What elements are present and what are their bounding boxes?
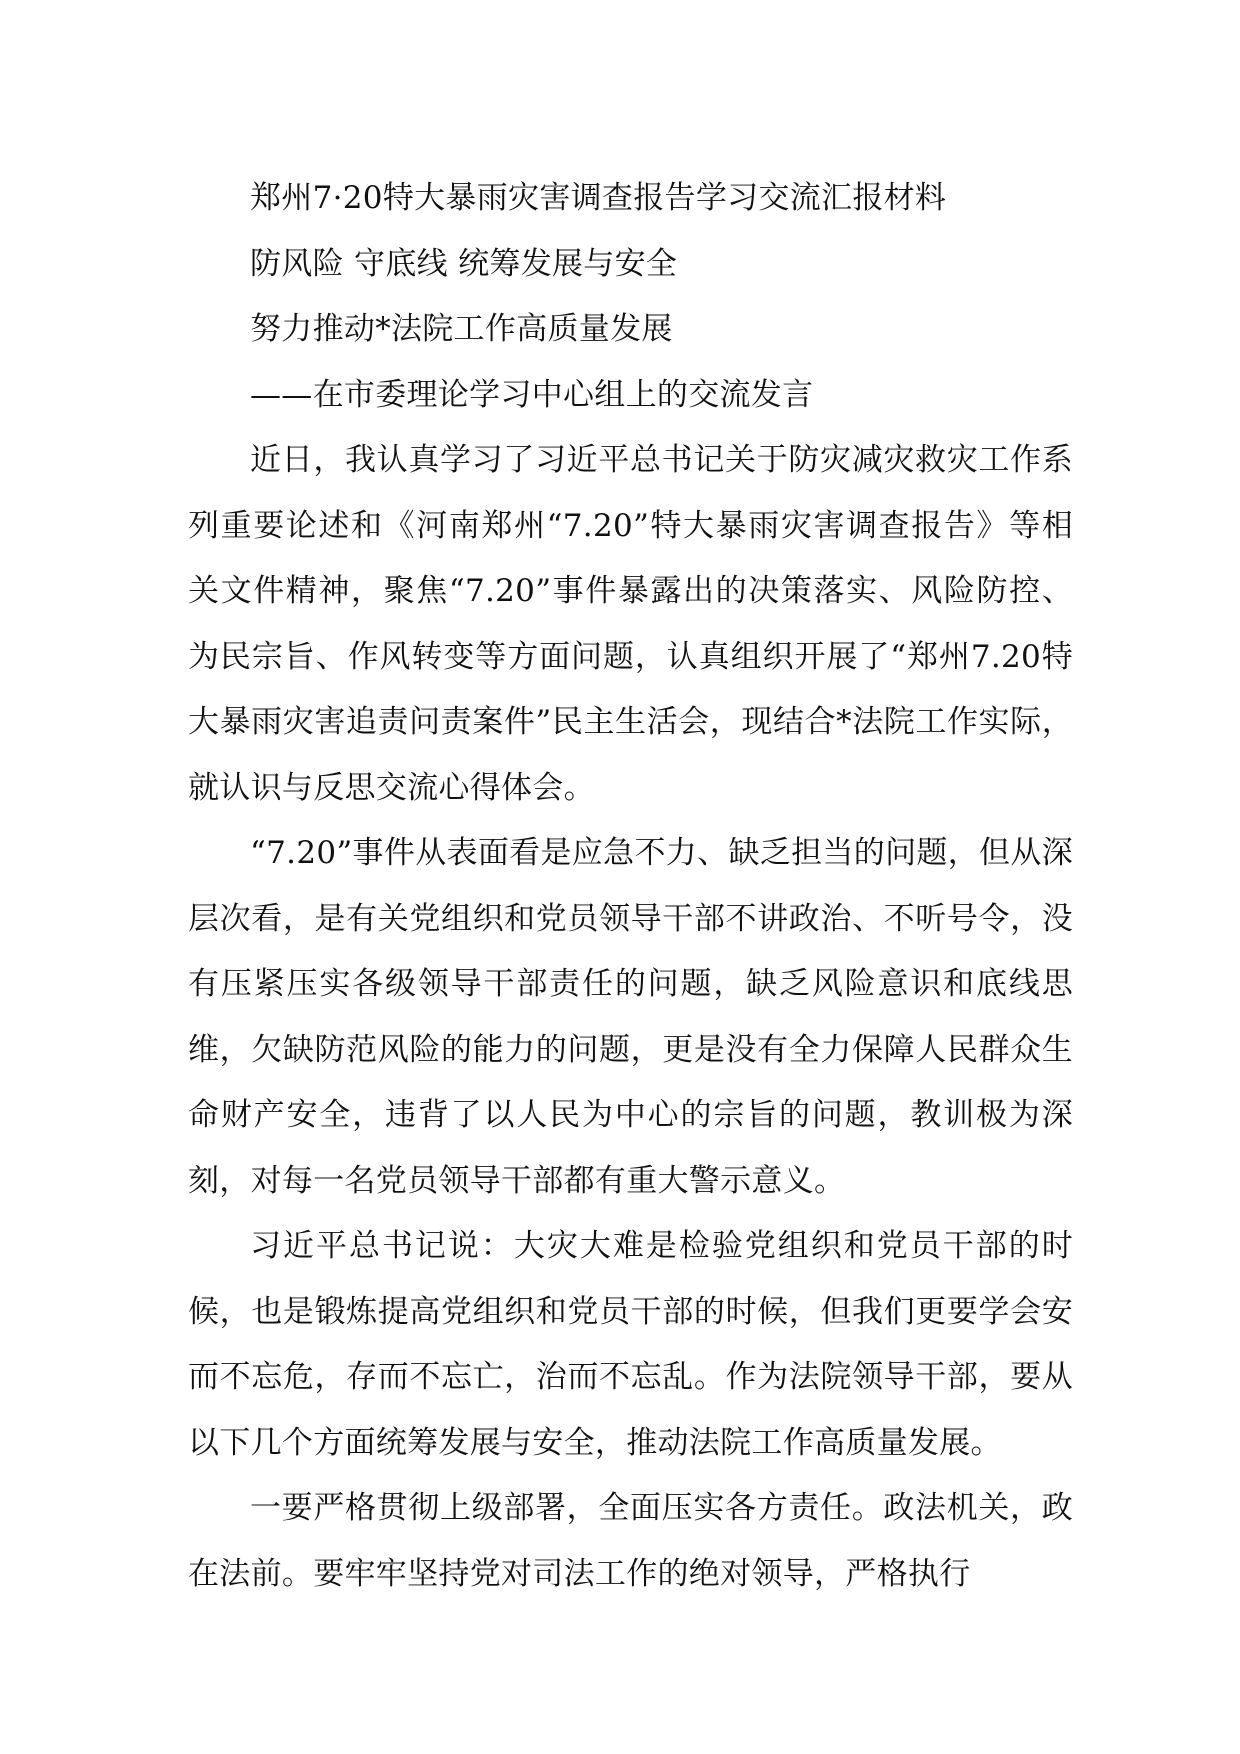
document-title: 郑州7·20特大暴雨灾害调查报告学习交流汇报材料 — [250, 180, 947, 216]
body-paragraph-3: 习近平总书记说：大灾大难是检验党组织和党员干部的时候，也是锻炼提高党组织和党员干部的时候，但我们更要学会安而不忘危，存而不忘亡，治而不忘乱。作为法院领导干部，要从以下几个方面统筹发展与安全，推动法院工作高质量发展。 — [188, 1228, 1073, 1461]
document-byline: ——在市委理论学习中心组上的交流发言 — [250, 376, 814, 413]
document-page — [188, 166, 1073, 1607]
body-paragraph-4: 一要严格贯彻上级部署，全面压实各方责任。政法机关，政在法前。要牢牢坚持党对司法工作的绝对领导，严格执行 — [188, 1490, 1073, 1592]
body-paragraph-2: “7.20”事件从表面看是应急不力、缺乏担当的问题，但从深层次看，是有关党组织和党员领导干部不讲政治、不听号令，没有压紧压实各级领导干部责任的问题，缺乏风险意识和底线思维，欠缺防范风险的能力的问题，更是没有全力保障人民群众生命财产安全，违背了以人民为中心的宗旨的问题，教训极为深刻，对每一名党员领导干部都有重大警示意义。 — [188, 835, 1073, 1199]
document-subtitle-2: 努力推动*法院工作高质量发展 — [250, 311, 673, 347]
document-subtitle-1: 防风险 守底线 统筹发展与安全 — [250, 245, 678, 282]
body-paragraph-1: 近日，我认真学习了习近平总书记关于防灾减灾救灾工作系列重要论述和《河南郑州“7.20”特大暴雨灾害调查报告》等相关文件精神，聚焦“7.20”事件暴露出的决策落实、风险防控、为民宗旨、作风转变等方面问题，认真组织开展了“郑州7.20特大暴雨灾害追责问责案件”民主生活会，现结合*法院工作实际，就认识与反思交流心得体会。 — [188, 442, 1073, 806]
